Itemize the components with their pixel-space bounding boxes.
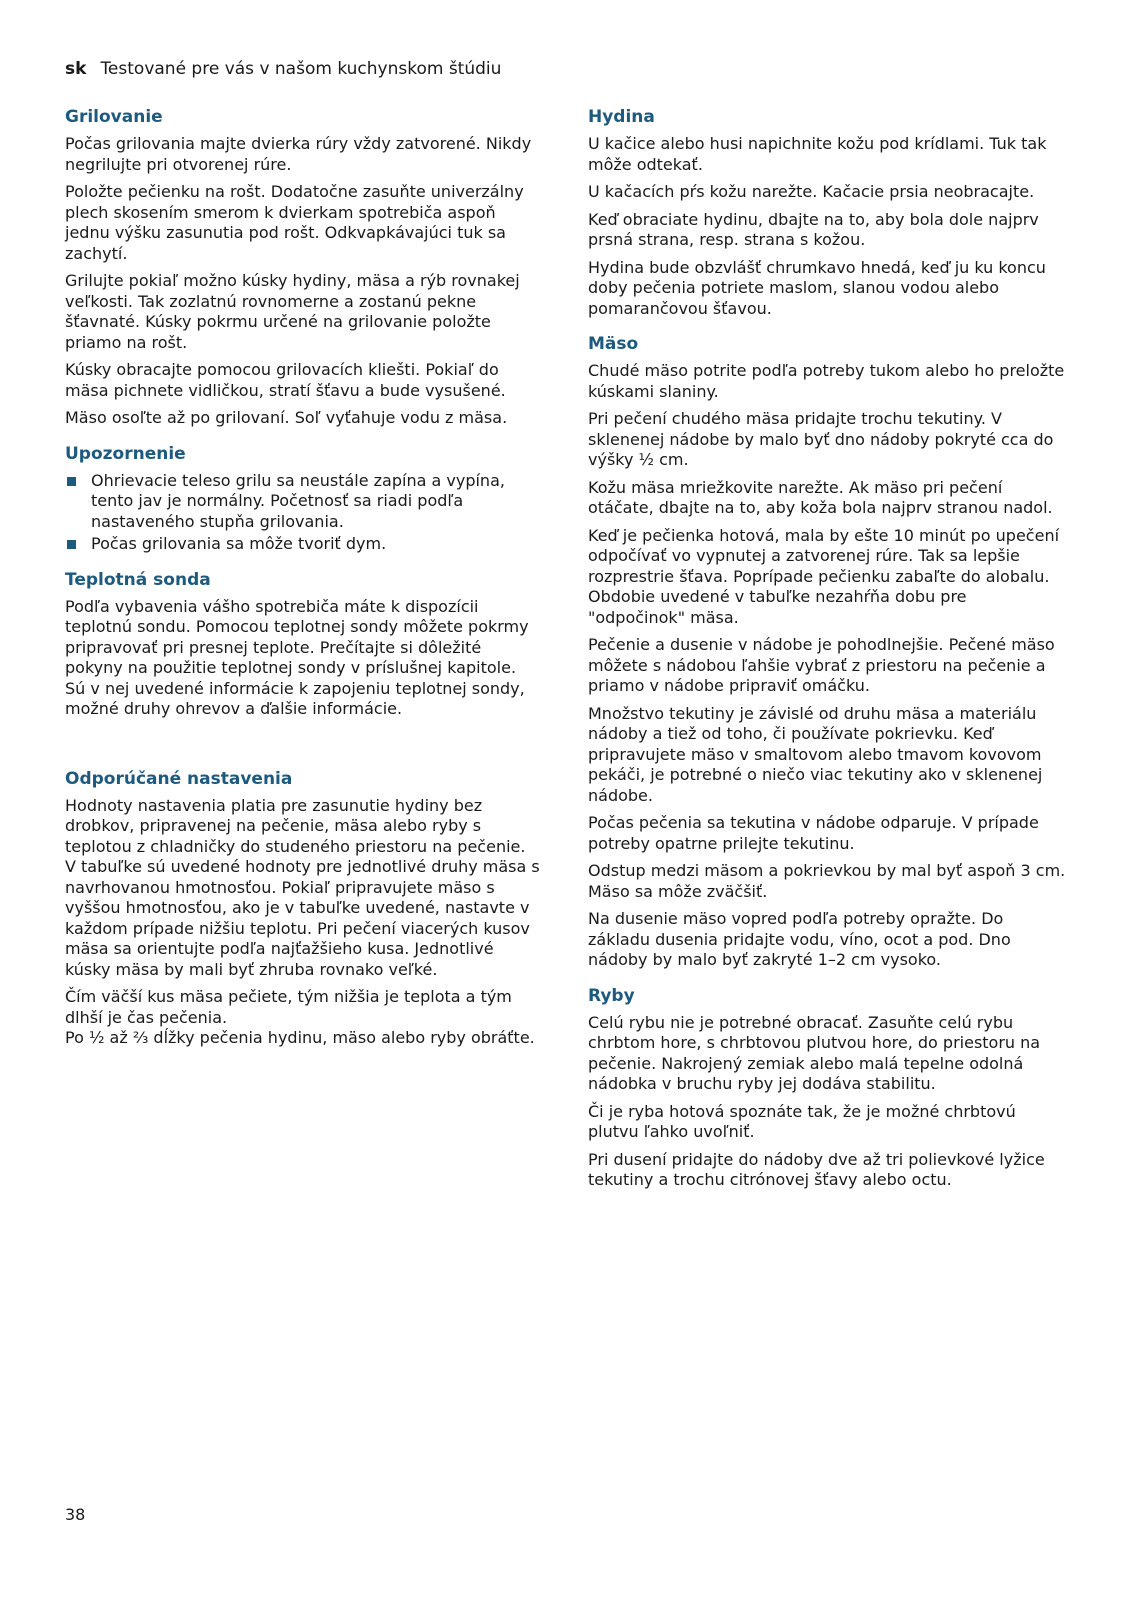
section-upozornenie — [65, 443, 540, 555]
paragraph: Kúsky obracajte pomocou grilovacích kliešti. Pokiaľ do mäsa pichnete vidličkou, stratí šťavu a bude vysušené. — [65, 360, 506, 400]
heading-upozornenie: Upozornenie — [65, 443, 186, 464]
paragraph: Celú rybu nie je potrebné obracať. Zasuňte celú rybu chrbtom hore, s chrbtovou plutvou hore, do priestoru na pečenie. Nakrojený zemiak alebo malá tepelne odolná nádobka v bruchu ryby jej dodáva stabilitu. — [588, 1012, 1041, 1093]
paragraph: Po ½ až ⅔ dĺžky pečenia hydinu, mäso alebo ryby obráťte. — [65, 1028, 535, 1047]
language-code: sk — [65, 59, 87, 79]
paragraph: U kačacích pŕs kožu narežte. Kačacie prsia neobracajte. — [588, 182, 1035, 201]
heading-ryby: Ryby — [588, 985, 635, 1006]
paragraph: Hodnoty nastavenia platia pre zasunutie hydiny bez drobkov, pripravenej na pečenie, mäsa alebo ryby s teplotou z chladničky do studeného priestoru na pečenie. — [65, 795, 526, 856]
list-item-text: Ohrievacie teleso grilu sa neustále zapína a vypína, tento jav je normálny. Početnosť sa riadi podľa nastaveného stupňa grilovania. — [91, 470, 505, 531]
paragraph: Mäso osoľte až po grilovaní. Soľ vyťahuje vodu z mäsa. — [65, 408, 508, 427]
section-grilovanie — [65, 106, 540, 429]
paragraph: Keď je pečienka hotová, mala by ešte 10 minút po upečení odpočívať vo vypnutej a zatvorenej rúre. Tak sa lepšie rozprestrie šťava. Poprípade pečienku zabaľte do alobalu. Obdobie uvedené v tabuľke nezahŕňa dobu pre "odpočinok" mäsa. — [588, 525, 1060, 627]
paragraph: Keď obraciate hydinu, dbajte na to, aby bola dole najprv prsná strana, resp. strana s kožou. — [588, 209, 1039, 249]
list-item — [65, 471, 540, 533]
paragraph: Pri dusení pridajte do nádoby dve až tri polievkové lyžice tekutiny a trochu citrónovej šťavy alebo octu. — [588, 1149, 1045, 1189]
section-maso — [588, 333, 1068, 971]
paragraph: Odstup medzi mäsom a pokrievkou by mal byť aspoň 3 cm. Mäso sa môže zväčšiť. — [588, 861, 1066, 901]
paragraph: Počas pečenia sa tekutina v nádobe odparuje. V prípade potreby opatrne prilejte tekutinu. — [588, 813, 1039, 853]
left-column — [65, 106, 540, 1063]
paragraph: Na dusenie mäso vopred podľa potreby opražte. Do základu dusenia pridajte vodu, víno, ocot a pod. Dno nádoby by malo byť zakryté 1–2 cm vysoko. — [588, 909, 1011, 969]
list-item — [65, 534, 540, 555]
page-number: 38 — [65, 1505, 86, 1524]
paragraph: Počas grilovania majte dvierka rúry vždy zatvorené. Nikdy negrilujte pri otvorenej rúre. — [65, 134, 532, 174]
paragraph: Kožu mäsa mriežkovite narežte. Ak mäso pri pečení otáčate, dbajte na to, aby koža bola najprv stranou nadol. — [588, 477, 1053, 517]
paragraph: Položte pečienku na rošt. Dodatočne zasuňte univerzálny plech skosením smerom k dvierkam spotrebiča aspoň jednu výšku zasunutia pod rošt. Odkvapkávajúci tuk sa zachytí. — [65, 182, 524, 263]
paragraph: Či je ryba hotová spoznáte tak, že je možné chrbtovú plutvu ľahko uvoľniť. — [588, 1101, 1016, 1141]
header-title: Testované pre vás v našom kuchynskom štúdiu — [100, 59, 502, 79]
paragraph: Chudé mäso potrite podľa potreby tukom alebo ho preložte kúskami slaniny. — [588, 361, 1065, 401]
right-column — [588, 106, 1068, 1205]
heading-grilovanie: Grilovanie — [65, 107, 163, 127]
paragraph: Čím väčší kus mäsa pečiete, tým nižšia je teplota a tým dlhší je čas pečenia. — [65, 987, 512, 1027]
bullet-square-icon — [67, 477, 76, 486]
paragraph: U kačice alebo husi napichnite kožu pod krídlami. Tuk tak môže odtekať. — [588, 134, 1047, 174]
list-item-text: Počas grilovania sa môže tvoriť dym. — [91, 534, 387, 553]
paragraph: Grilujte pokiaľ možno kúsky hydiny, mäsa a rýb rovnakej veľkosti. Tak zozlatnú rovnomerne a zostanú pekne šťavnaté. Kúsky pokrmu určené na grilovanie položte priamo na rošt. — [65, 271, 520, 352]
heading-hydina: Hydina — [588, 107, 655, 127]
section-odporucane-nastavenia — [65, 768, 540, 1049]
page-header — [65, 59, 501, 79]
paragraph: Množstvo tekutiny je závislé od druhu mäsa a materiálu nádoby a tiež od toho, či používate pokrievku. Keď pripravujete mäso v smaltovom alebo tmavom kovovom pekáči, je potrebné o niečo viac tekutiny ako v sklenenej nádobe. — [588, 703, 1043, 805]
heading-maso: Mäso — [588, 334, 639, 354]
spacer — [65, 734, 540, 768]
paragraph: Pečenie a dusenie v nádobe je pohodlnejšie. Pečené mäso môžete s nádobou ľahšie vybrať z priestoru na pečenie a priamo v nádobe pripraviť omáčku. — [588, 635, 1055, 695]
paragraph: Pri pečení chudého mäsa pridajte trochu tekutiny. V sklenenej nádobe by malo byť dno nádoby pokryté cca do výšky ½ cm. — [588, 409, 1054, 469]
section-teplotna-sonda — [65, 569, 540, 720]
heading-odporucane-nastavenia: Odporúčané nastavenia — [65, 768, 293, 789]
bullet-square-icon — [67, 540, 76, 549]
paragraph: Podľa vybavenia vášho spotrebiča máte k dispozícii teplotnú sondu. Pomocou teplotnej sondy môžete pokrmy pripravovať pri presnej teplote. Prečítajte si dôležité pokyny na použitie teplotnej sondy v príslušnej kapitole. Sú v nej uvedené informácie k zapojeniu teplotnej sondy, možné druhy ohrevov a ďalšie informácie. — [65, 596, 529, 718]
section-ryby — [588, 985, 1068, 1191]
paragraph: V tabuľke sú uvedené hodnoty pre jednotlivé druhy mäsa s navrhovanou hmotnosťou. Pokiaľ pripravujete mäso s vyššou hmotnosťou, ako je v tabuľke uvedené, nastavte v každom prípade nižšiu teplotu. Pri pečení viacerých kusov mäsa sa orientujte podľa najťažšieho kusa. Jednotlivé kúsky mäsa by mali byť zhruba rovnako veľké. — [65, 857, 540, 979]
section-hydina — [588, 106, 1068, 319]
paragraph: Hydina bude obzvlášť chrumkavo hnedá, keď ju ku koncu doby pečenia potriete maslom, slanou vodou alebo pomarančovou šťavou. — [588, 257, 1046, 318]
bullet-list — [65, 471, 540, 555]
heading-teplotna-sonda: Teplotná sonda — [65, 569, 211, 590]
